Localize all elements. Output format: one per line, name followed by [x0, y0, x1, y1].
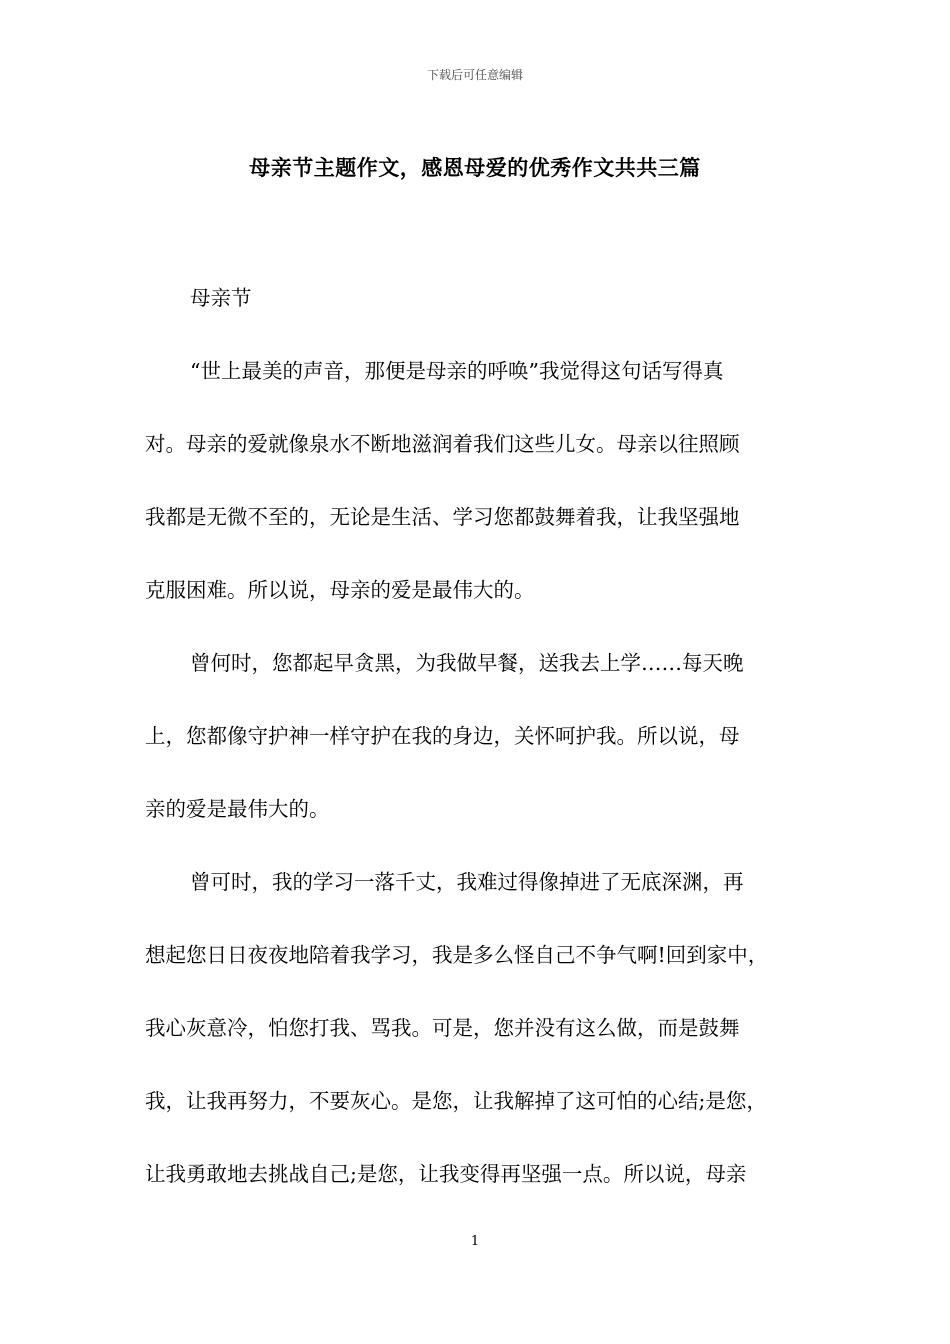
- paragraph-line: 想起您日日夜夜地陪着我学习，我是多么怪自己不争气啊!回到家中，: [145, 943, 769, 967]
- paragraph-line: 我都是无微不至的，无论是生活、学习您都鼓舞着我，让我坚强地: [145, 505, 740, 529]
- section-heading: 母亲节: [190, 286, 252, 310]
- paragraph-line: 克服困难。所以说，母亲的爱是最伟大的。: [145, 578, 535, 602]
- paragraph-line: 我，让我再努力，不要灰心。是您，让我解掉了这可怕的心结;是您，: [145, 1089, 767, 1113]
- page-number: 1: [470, 1234, 480, 1249]
- paragraph-line: 亲的爱是最伟大的。: [145, 797, 330, 821]
- paragraph-line: 曾何时，您都起早贪黑，为我做早餐，送我去上学……每天晚: [190, 651, 744, 675]
- paragraph-line: 曾可时，我的学习一落千丈，我难过得像掉进了无底深渊，再: [190, 870, 744, 894]
- paragraph-line: 我心灰意冷，怕您打我、骂我。可是，您并没有这么做，而是鼓舞: [145, 1016, 740, 1040]
- paragraph-line: 让我勇敢地去挑战自己;是您，让我变得再坚强一点。所以说，母亲: [145, 1162, 747, 1186]
- document-body: [145, 262, 810, 1211]
- document-title: 母亲节主题作文，感恩母爱的优秀作文共共三篇: [249, 155, 701, 180]
- paragraph-line: 对。母亲的爱就像泉水不断地滋润着我们这些儿女。母亲以往照顾: [145, 432, 740, 456]
- paragraph-line: 上，您都像守护神一样守护在我的身边，关怀呵护我。所以说，母: [145, 724, 740, 748]
- header-note: 下载后可任意编辑: [426, 68, 523, 82]
- paragraph-line: “世上最美的声音，那便是母亲的呼唤”我觉得这句话写得真: [190, 359, 724, 383]
